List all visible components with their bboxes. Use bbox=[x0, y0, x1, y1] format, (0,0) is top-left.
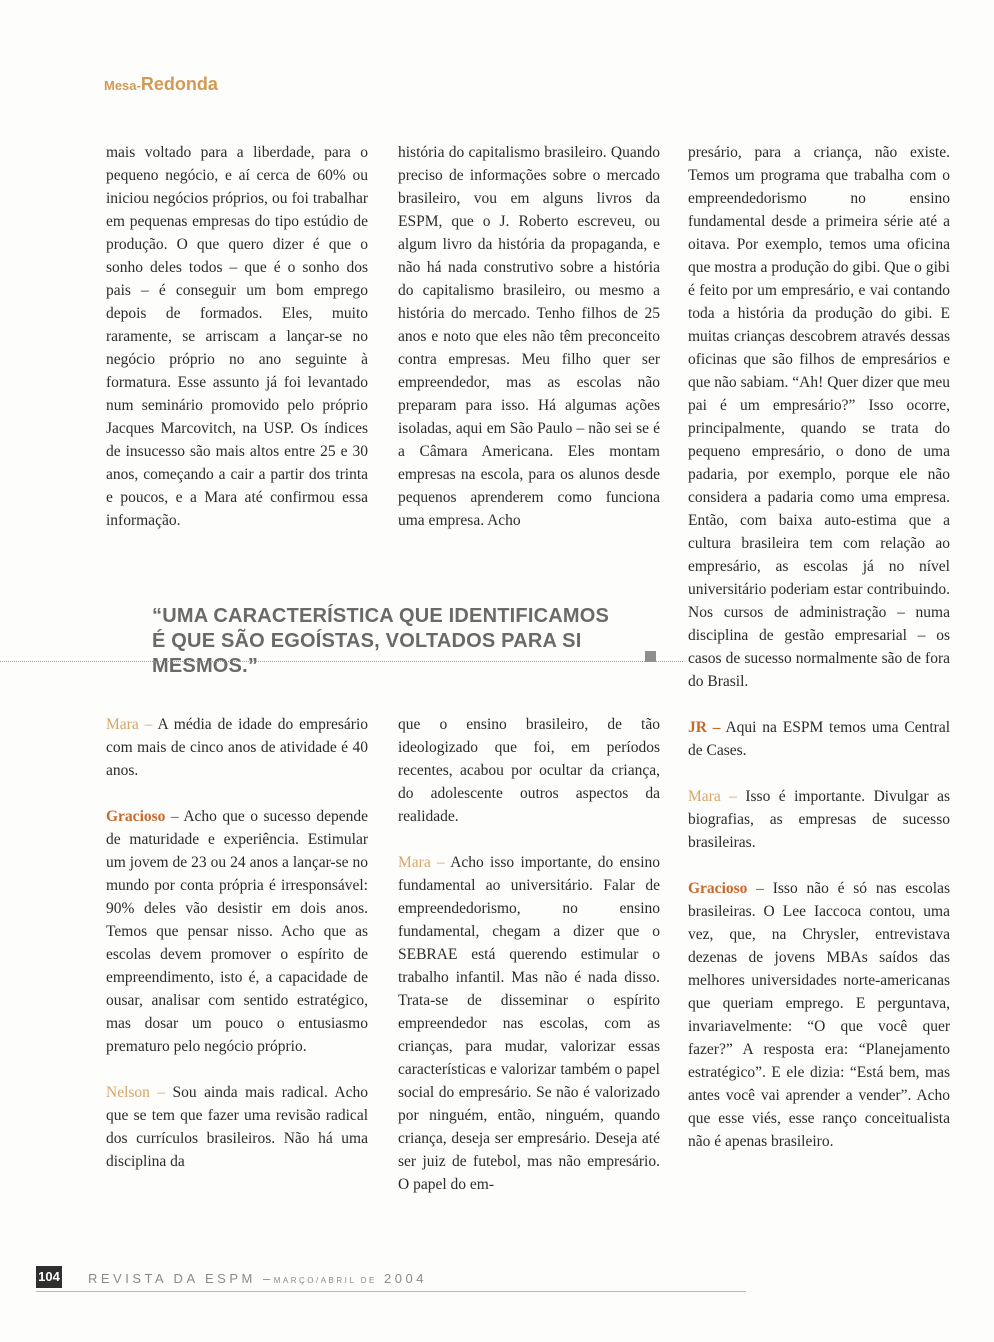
right-column bbox=[688, 141, 950, 1153]
section-label bbox=[104, 74, 218, 95]
pull-quote-line-2: É QUE SÃO EGOÍSTAS, VOLTADOS PARA SI MESMOS.” bbox=[152, 630, 582, 677]
paragraph: mais voltado para a liberdade, para o pequeno negócio, e aí cerca de 60% ou iniciou negócios próprios, ou foi trabalhar em pequenas empresas do tipo estúdio de produção. O que quero dizer é que o sonho deles todos – que é o sonho dos pais – é conseguir um bom emprego depois de formados. Eles, muito raramente, se arriscam a lançar-se no negócio próprio no ano seguinte à formatura. Esse assunto já foi levantado num seminário promovido pelo próprio Jacques Marcovitch, na USP. Os índices de insucesso são mais altos entre 25 e 30 anos, começando a cair a partir dos trinta e poucos, e a Mara até confirmou essa informação. bbox=[106, 144, 368, 529]
speaker-label: JR – bbox=[688, 719, 721, 736]
speaker-label: Gracioso – bbox=[106, 808, 179, 825]
speaker-paragraph bbox=[398, 851, 660, 1196]
top-column-1 bbox=[106, 141, 368, 532]
top-column-2 bbox=[398, 141, 660, 532]
issue-date: MARÇO/ABRIL DE bbox=[273, 1276, 377, 1285]
paragraph-text: Sou ainda mais radical. Acho que se tem que fazer uma revisão radical dos currículos brasileiros. Não há uma disciplina da bbox=[106, 1084, 369, 1170]
paragraph bbox=[398, 713, 660, 828]
paragraph-text: Acho que o sucesso depende de maturidade e experiência. Estimular um jovem de 23 ou 24 anos a lançar-se no mundo por conta própria é irresponsável: 90% deles vão desistir em dois anos. Temos que pensar nisso. Acho que as escolas devem promover o espírito de empreendimento, isto é, a capacidade de ousar, analisar com sentido estratégico, mas dosar um pouco o entusiasmo prematuro pelo negócio próprio. bbox=[106, 808, 368, 1055]
bottom-column-1 bbox=[106, 713, 368, 1173]
speaker-label: Mara – bbox=[106, 716, 153, 733]
speaker-paragraph bbox=[688, 716, 950, 762]
paragraph-text: A média de idade do empresário com mais de cinco anos de atividade é 40 anos. bbox=[106, 716, 368, 779]
pull-quote bbox=[152, 604, 672, 679]
footer-rule bbox=[36, 1291, 746, 1292]
paragraph-text: presário, para a criança, não existe. Temos um programa que trabalha com o empreendedorismo no ensino fundamental desde a primeira série até a oitava. Por exemplo, temos uma oficina que mostra a produção do gibi. Que o gibi é feito por um empresário, e vai contando toda a história da produção do gibi. E muitas crianças descobrem através dessas oficinas que são filhos de empresários e que não sabiam. “Ah! Quer dizer que meu pai é um empresário?” Isso ocorre, principalmente, quando se trata do pequeno empresário, o dono de uma padaria, por exemplo, porque ele não considera a padaria como uma empresa. Então, com baixa auto-estima que a cultura brasileira tem com relação ao empresário, as escolas já no nível universitário poderiam estar contribuindo. Nos cursos de administração – numa disciplina de gestão empresarial – os casos de sucesso normalmente são de fora do Brasil. bbox=[688, 144, 950, 690]
issue-year: 2004 bbox=[384, 1271, 427, 1286]
paragraph-text: Isso não é só nas escolas brasileiras. O Lee Iaccoca contou, uma vez, que, na Chrysler, entrevistava dezenas de jovens MBAs saídos das melhores universidades norte-americanas que queriam emprego. E perguntava, invariavelmente: “O que você quer fazer?” A resposta era: “Planejamento estratégico”. E ele dizia: “Está bem, mas antes você vai aprender a vender”. Acho que esse viés, esse ranço conceitualista não é apenas brasileiro. bbox=[688, 880, 951, 1150]
page-number: 104 bbox=[36, 1266, 62, 1288]
bottom-column-2 bbox=[398, 713, 660, 1196]
journal-name: REVISTA DA ESPM – bbox=[88, 1271, 274, 1286]
speaker-paragraph bbox=[688, 785, 950, 854]
pull-quote-divider bbox=[0, 661, 683, 662]
paragraph-text: que o ensino brasileiro, de tão ideologizado que foi, em períodos recentes, acabou por ocultar da criança, do adolescente outros aspectos da realidade. bbox=[398, 716, 660, 825]
speaker-label: Gracioso – bbox=[688, 880, 764, 897]
speaker-paragraph bbox=[106, 805, 368, 1058]
paragraph-text: Aqui na ESPM temos uma Central de Cases. bbox=[688, 719, 950, 759]
speaker-label: Mara – bbox=[688, 788, 737, 805]
section-label-main: Redonda bbox=[140, 74, 218, 94]
section-label-prefix: Mesa- bbox=[104, 78, 141, 93]
speaker-paragraph bbox=[106, 1081, 368, 1173]
paragraph-text: Acho isso importante, do ensino fundamental ao universitário. Falar de empreendedorismo, no ensino fundamental, chegam a dizer que o SEBRAE está querendo estimular o trabalho infantil. Mas não é nada disso. Trata-se de disseminar o espírito empreendedor nas escolas, com as crianças, para mudar, valorizar essas características e valorizar também o papel social do empresário. Se não é valorizado por ninguém, então, ninguém, quando criança, deseja ser empresário. Deseja até ser juiz de futebol, mas não empresário. O papel do em- bbox=[398, 854, 661, 1193]
speaker-label: Nelson – bbox=[106, 1084, 166, 1101]
journal-footer bbox=[88, 1271, 427, 1286]
speaker-paragraph bbox=[106, 713, 368, 782]
pull-quote-line-1: “UMA CARACTERÍSTICA QUE IDENTIFICAMOS bbox=[152, 605, 610, 627]
paragraph: história do capitalismo brasileiro. Quando preciso de informações sobre o mercado brasileiro, vou em alguns livros da ESPM, que o J. Roberto escreveu, ou algum livro da história da propaganda, e não há nada construtivo sobre a história do capitalismo brasileiro, ou mesmo a história do mercado. Tenho filhos de 25 anos e noto que eles não têm preconceito contra empresas. Meu filho quer ser empreendedor, mas as escolas não preparam para isso. Há algumas ações isoladas, aqui em São Paulo – não sei se é a Câmara Americana. Eles montam empresas na escola, para os alunos desde pequenos aprenderem como funciona uma empresa. Acho bbox=[398, 144, 660, 529]
speaker-paragraph bbox=[688, 877, 950, 1153]
paragraph-text: Isso é importante. Divulgar as biografias, as empresas de sucesso brasileiras. bbox=[688, 788, 951, 851]
speaker-label: Mara – bbox=[398, 854, 445, 871]
paragraph bbox=[688, 141, 950, 693]
